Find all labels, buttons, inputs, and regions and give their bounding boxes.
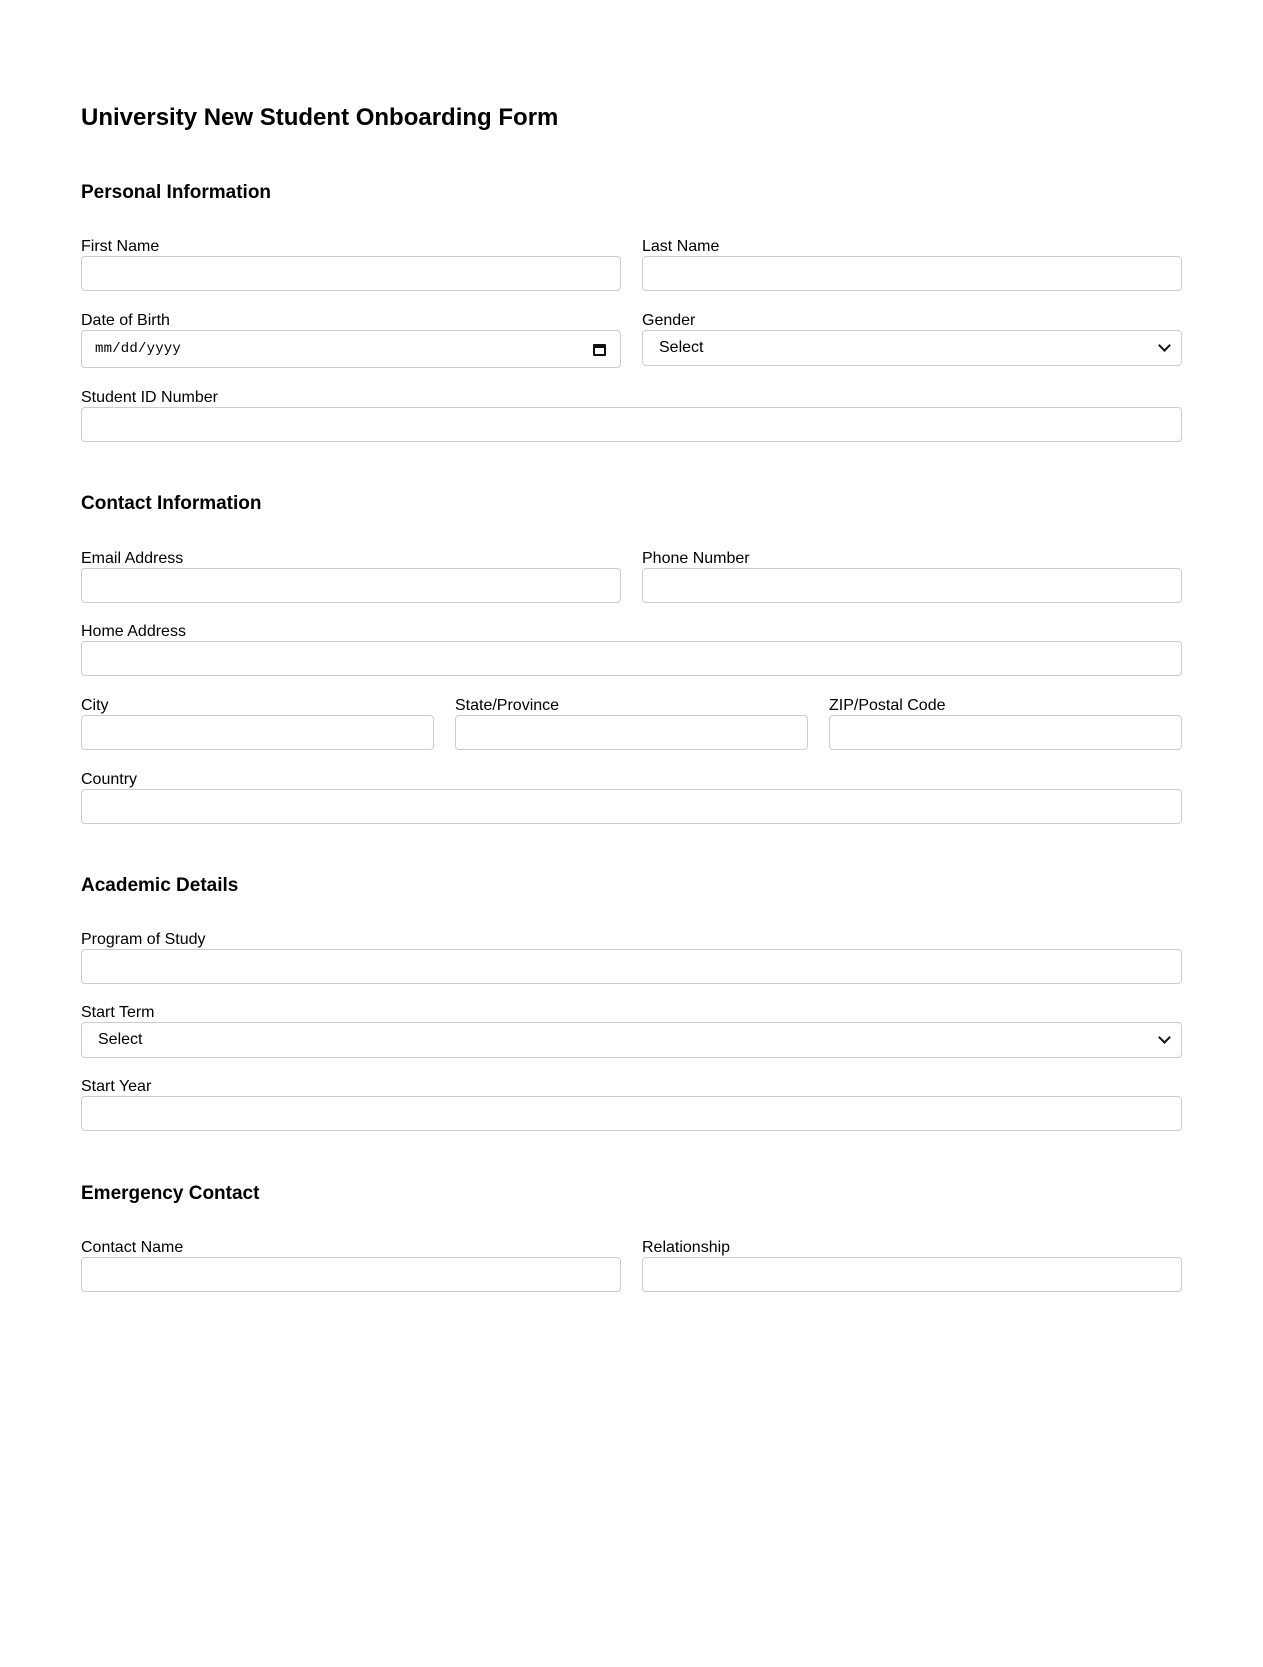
state-input[interactable] — [455, 715, 808, 750]
section-heading-emergency: Emergency Contact — [81, 1183, 260, 1204]
zip-input[interactable] — [829, 715, 1182, 750]
contact-name-label: Contact Name — [81, 1239, 184, 1256]
chevron-down-icon — [1158, 339, 1171, 352]
zip-label: ZIP/Postal Code — [829, 697, 946, 714]
program-input[interactable] — [81, 949, 1182, 984]
contact-name-field — [81, 1239, 621, 1292]
phone-label: Phone Number — [642, 550, 750, 567]
relationship-input[interactable] — [642, 1257, 1182, 1292]
start-year-field — [81, 1078, 1182, 1131]
dob-input[interactable] — [81, 330, 621, 368]
start-term-field — [81, 1004, 1182, 1058]
city-input[interactable] — [81, 715, 434, 750]
first-name-input[interactable] — [81, 256, 621, 291]
last-name-label: Last Name — [642, 238, 720, 255]
start-term-select[interactable] — [81, 1022, 1182, 1058]
contact-name-input[interactable] — [81, 1257, 621, 1292]
section-heading-contact: Contact Information — [81, 493, 262, 514]
email-field — [81, 550, 621, 603]
student-id-input[interactable] — [81, 407, 1182, 442]
program-label: Program of Study — [81, 931, 206, 948]
gender-selected-value: Select — [659, 339, 704, 356]
dob-placeholder: mm/dd/yyyy — [95, 341, 182, 357]
start-year-label: Start Year — [81, 1078, 152, 1095]
city-label: City — [81, 697, 109, 714]
calendar-icon[interactable] — [593, 343, 606, 356]
page-title: University New Student Onboarding Form — [81, 104, 559, 131]
student-id-field — [81, 389, 1182, 442]
country-input[interactable] — [81, 789, 1182, 824]
start-year-input[interactable] — [81, 1096, 1182, 1131]
state-field — [455, 697, 808, 750]
home-address-label: Home Address — [81, 623, 186, 640]
dob-label: Date of Birth — [81, 312, 170, 329]
phone-input[interactable] — [642, 568, 1182, 603]
section-heading-personal: Personal Information — [81, 182, 272, 203]
gender-label: Gender — [642, 312, 696, 329]
email-input[interactable] — [81, 568, 621, 603]
chevron-down-icon — [1158, 1031, 1171, 1044]
relationship-label: Relationship — [642, 1239, 731, 1256]
country-field — [81, 771, 1182, 824]
home-address-input[interactable] — [81, 641, 1182, 676]
gender-select[interactable] — [642, 330, 1182, 366]
program-field — [81, 931, 1182, 984]
zip-field — [829, 697, 1182, 750]
state-label: State/Province — [455, 697, 560, 714]
last-name-input[interactable] — [642, 256, 1182, 291]
relationship-field — [642, 1239, 1182, 1292]
city-field — [81, 697, 434, 750]
start-term-label: Start Term — [81, 1004, 155, 1021]
section-heading-academic: Academic Details — [81, 875, 239, 896]
gender-field — [642, 312, 1182, 366]
start-term-selected-value: Select — [98, 1031, 143, 1048]
home-address-field — [81, 623, 1182, 676]
student-id-label: Student ID Number — [81, 389, 218, 406]
country-label: Country — [81, 771, 138, 788]
first-name-field — [81, 238, 621, 291]
phone-field — [642, 550, 1182, 603]
email-label: Email Address — [81, 550, 184, 567]
last-name-field — [642, 238, 1182, 291]
dob-field — [81, 312, 621, 368]
first-name-label: First Name — [81, 238, 160, 255]
